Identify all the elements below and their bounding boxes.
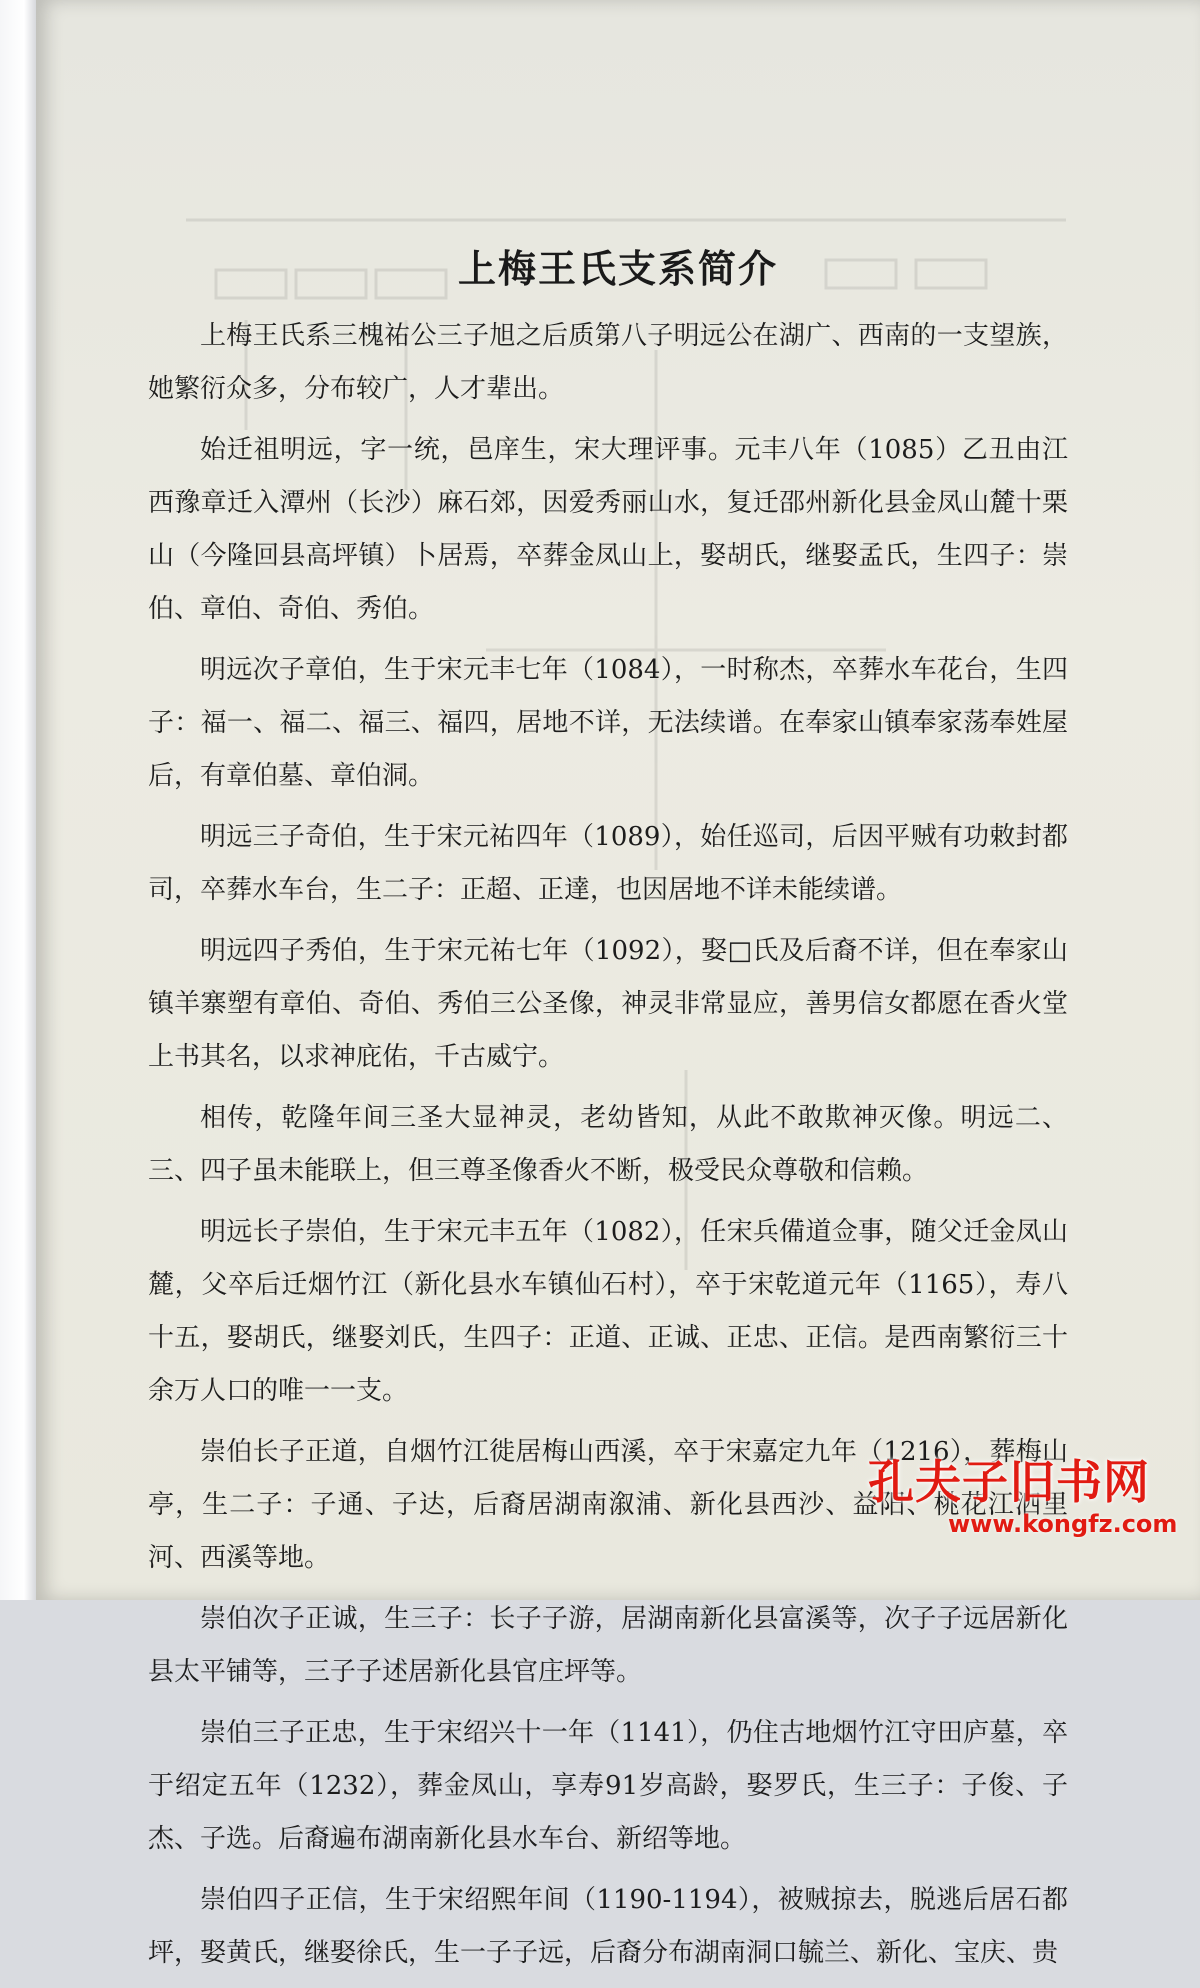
paragraph: 崇伯长子正道，自烟竹江徙居梅山西溪，卒于宋嘉定九年（1216），葬梅山亭，生二子：子通、子达，后裔居湖南溆浦、新化县西沙、益阳、桃花江泗里河、西溪等地。	[148, 1437, 1068, 1573]
paragraph: 明远次子章伯，生于宋元丰七年（1084），一时称杰，卒葬水车花台，生四子：福一、福二、福三、福四，居地不详，无法续谱。在奉家山镇奉家荡奉姓屋后，有章伯墓、章伯洞。	[148, 655, 1068, 791]
paragraph: 上梅王氏系三槐祐公三子旭之后质第八子明远公在湖广、西南的一支望族，她繁衍众多，分布较广，人才辈出。	[148, 321, 1068, 404]
body-text	[148, 310, 1068, 1988]
paragraph: 始迁祖明远，字一统，邑庠生，宋大理评事。元丰八年（1085）乙丑由江西豫章迁入潭州（长沙）麻石郊，因爱秀丽山水，复迁邵州新化县金凤山麓十栗山（今隆回县高坪镇）卜居焉，卒葬金凤山上，娶胡氏，继娶孟氏，生四子：崇伯、章伯、奇伯、秀伯。	[148, 435, 1068, 624]
watermark	[868, 1446, 1188, 1586]
paragraph: 明远三子奇伯，生于宋元祐四年（1089），始任巡司，后因平贼有功敕封都司，卒葬水车台，生二子：正超、正達，也因居地不详未能续谱。	[148, 822, 1068, 905]
paragraph: 相传，乾隆年间三圣大显神灵，老幼皆知，从此不敢欺神灭像。明远二、三、四子虽未能联上，但三尊圣像香火不断，极受民众尊敬和信赖。	[148, 1103, 1068, 1186]
book-page	[36, 0, 1200, 1968]
watermark-site-name: 孔夫子旧书网	[868, 1455, 1150, 1509]
paragraph: 崇伯次子正诚，生三子：长子子游，居湖南新化县富溪等，次子子远居新化县太平铺等，三子子述居新化县官庄坪等。	[148, 1604, 1068, 1687]
page-curl-edge	[0, 0, 40, 1600]
paragraph: 崇伯三子正忠，生于宋绍兴十一年（1141），仍住古地烟竹江守田庐墓，卒于绍定五年（1232），葬金凤山，享寿91岁高龄，娶罗氏，生三子：子俊、子杰、子选。后裔遍布湖南新化县水车台、新绍等地。	[148, 1718, 1068, 1854]
paragraph: 明远四子秀伯，生于宋元祐七年（1092），娶□氏及后裔不详，但在奉家山镇羊寨塑有章伯、奇伯、秀伯三公圣像，神灵非常显应，善男信女都愿在香火堂上书其名，以求神庇佑，千古威宁。	[148, 936, 1068, 1072]
page-title: 上梅王氏支系简介	[457, 247, 778, 291]
paragraph: 崇伯四子正信，生于宋绍熙年间（1190-1194），被贼掠去，脱逃后居石都坪，娶黄氏，继娶徐氏，生一子子远，后裔分布湖南洞口毓兰、新化、宝庆、贵	[148, 1885, 1068, 1968]
paragraph: 明远长子崇伯，生于宋元丰五年（1082），任宋兵備道佥事，随父迁金凤山麓，父卒后迁烟竹江（新化县水车镇仙石村），卒于宋乾道元年（1165），寿八十五，娶胡氏，继娶刘氏，生四子：正道、正诚、正忠、正信。是西南繁衍三十余万人口的唯一一支。	[148, 1217, 1068, 1406]
watermark-url: www.kongfz.com	[948, 1510, 1178, 1538]
